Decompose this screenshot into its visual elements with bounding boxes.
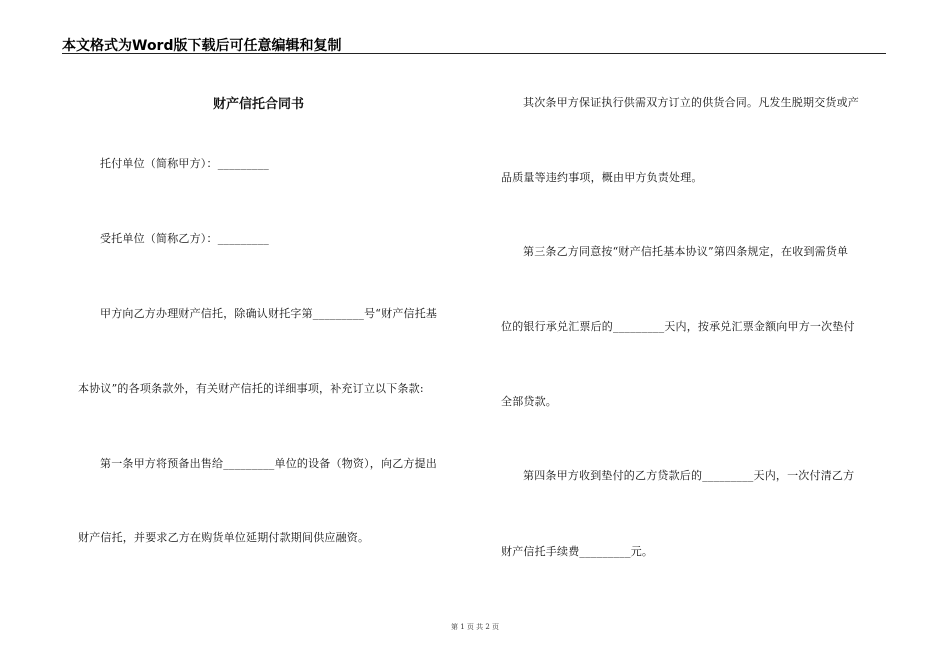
right-paragraph-line: 第三条乙方同意按“财产信托基本协议”第四条规定，在收到需货单 (523, 245, 849, 258)
document-title: 财产信托合同书 (213, 97, 305, 112)
left-paragraph-line: 甲方向乙方办理财产信托，除确认财托字第_________号“财产信托基 (100, 307, 438, 320)
left-paragraph-line: 托付单位（简称甲方）：_________ (100, 157, 269, 170)
header-divider (62, 53, 886, 54)
left-paragraph-line: 本协议”的各项条款外，有关财产信托的详细事项，补充订立以下条款: (78, 382, 424, 395)
right-paragraph-line: 第四条甲方收到垫付的乙方贷款后的_________天内，一次付清乙方 (523, 469, 855, 482)
right-paragraph-line: 财产信托手续费_________元。 (501, 545, 654, 558)
document-header: 本文格式为Word版下载后可任意编辑和复制 (62, 38, 342, 54)
right-paragraph-line: 全部贷款。 (501, 395, 557, 408)
right-paragraph-line: 位的银行承兑汇票后的_________天内，按承兑汇票金额向甲方一次垫付 (501, 320, 855, 333)
left-paragraph-line: 受托单位（简称乙方）：_________ (100, 232, 269, 245)
right-paragraph-line: 其次条甲方保证执行供需双方订立的供货合同。凡发生脱期交货或产 (523, 96, 859, 109)
page-number: 第 1 页 共 2 页 (450, 623, 500, 631)
left-paragraph-line: 财产信托，并要求乙方在购货单位延期付款期间供应融资。 (78, 531, 370, 544)
right-paragraph-line: 品质量等违约事项，概由甲方负责处理。 (501, 171, 703, 184)
left-paragraph-line: 第一条甲方将预备出售给_________单位的设备（物资），向乙方提出 (100, 457, 437, 470)
